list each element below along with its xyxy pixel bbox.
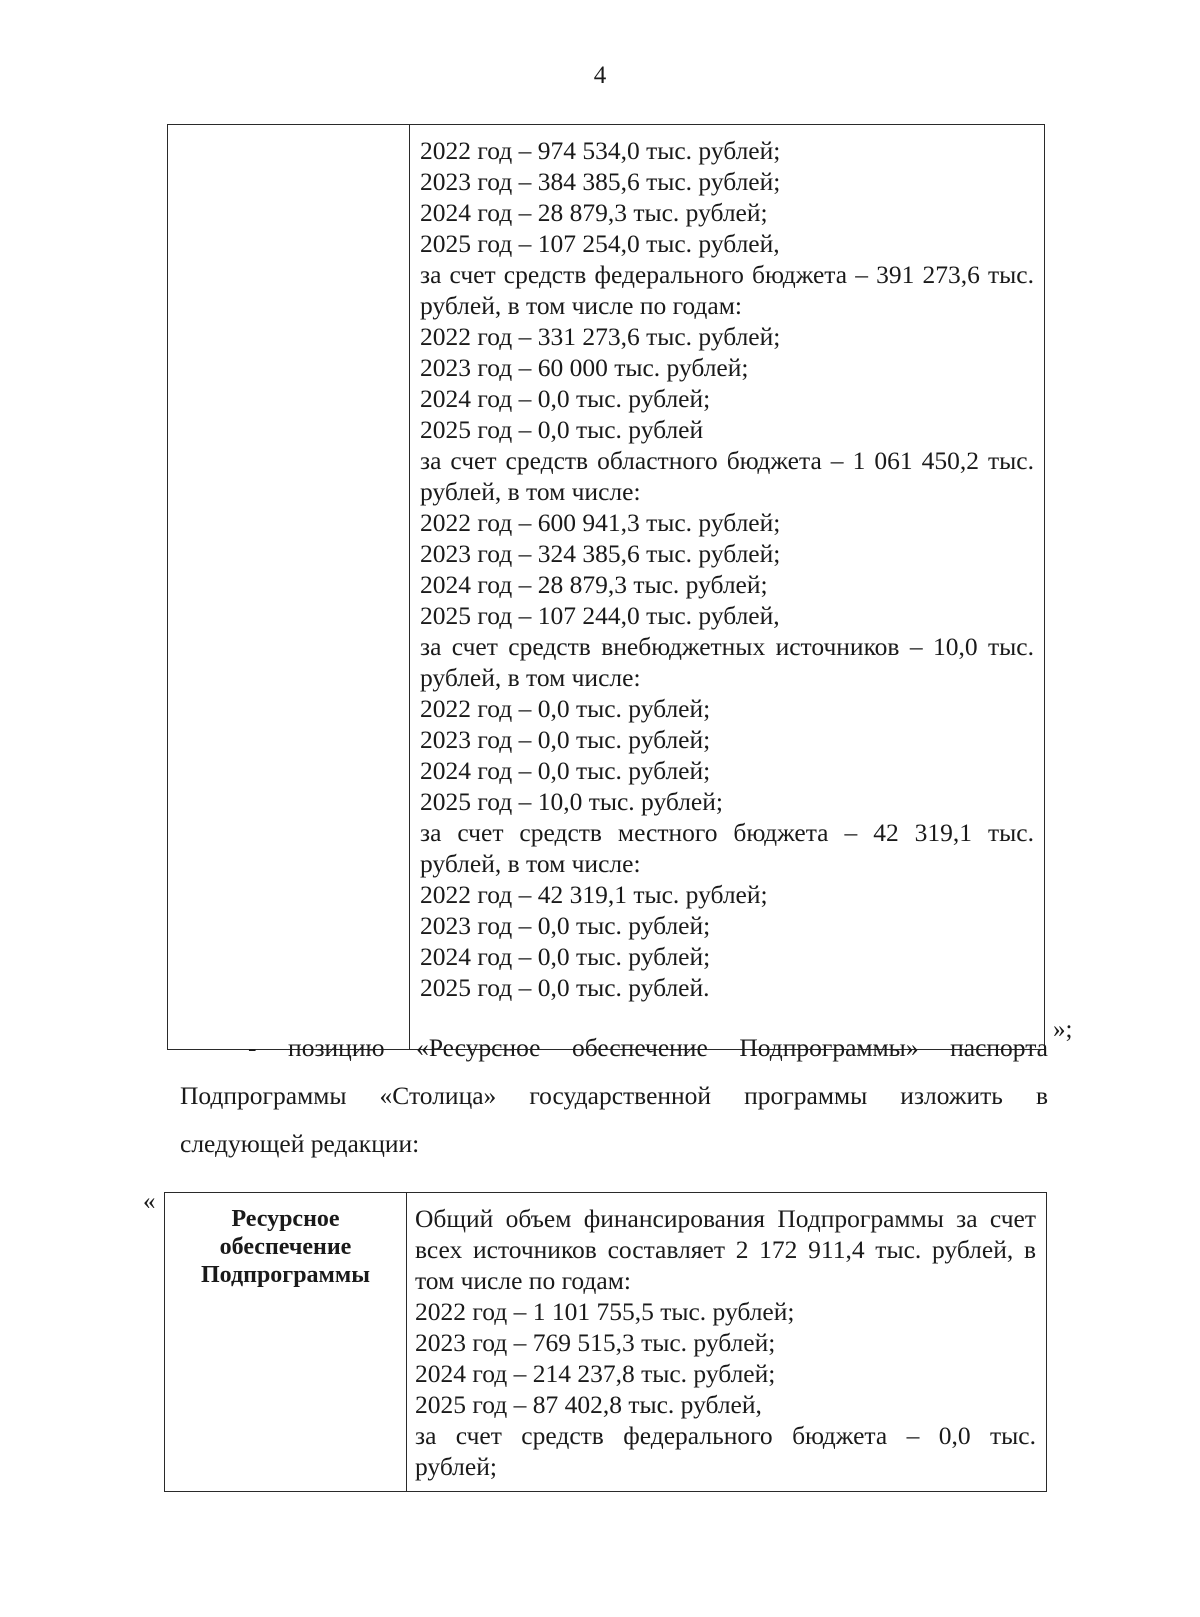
table-text-line: 2023 год – 769 515,3 тыс. рублей; xyxy=(415,1328,776,1357)
table-text-line: 2023 год – 0,0 тыс. рублей; xyxy=(420,911,711,940)
paragraph-line: - позицию «Ресурсное обеспечение Подпрограммы» паспорта xyxy=(248,1033,1048,1062)
table-text-line: 2025 год – 10,0 тыс. рублей; xyxy=(420,787,723,816)
table-text-line: рублей, в том числе по годам: xyxy=(420,291,742,320)
table-text-line: 2025 год – 0,0 тыс. рублей. xyxy=(420,973,710,1002)
funding-table-continued xyxy=(167,124,1045,1050)
opening-quote: « xyxy=(143,1188,156,1215)
paragraph-line: следующей редакции: xyxy=(180,1129,420,1158)
table-text-line: всех источников составляет 2 172 911,4 тыс. рублей, в xyxy=(415,1235,1036,1264)
funding-details-cell xyxy=(420,135,1034,1003)
table-text-line: 2025 год – 0,0 тыс. рублей xyxy=(420,415,704,444)
table-text-line: 2024 год – 0,0 тыс. рублей; xyxy=(420,756,711,785)
table-text-line: 2023 год – 324 385,6 тыс. рублей; xyxy=(420,539,781,568)
table-text-line: 2024 год – 0,0 тыс. рублей; xyxy=(420,942,711,971)
table-text-line: 2022 год – 1 101 755,5 тыс. рублей; xyxy=(415,1297,795,1326)
table-text-line: 2024 год – 0,0 тыс. рублей; xyxy=(420,384,711,413)
table-text-line: 2023 год – 0,0 тыс. рублей; xyxy=(420,725,711,754)
page-number: 4 xyxy=(593,62,607,89)
table-text-line: 2022 год – 600 941,3 тыс. рублей; xyxy=(420,508,781,537)
table-text-line: за счет средств федерального бюджета – 0,0 тыс. xyxy=(415,1421,1036,1450)
table-text-line: 2024 год – 28 879,3 тыс. рублей; xyxy=(420,570,768,599)
table-text-line: 2024 год – 214 237,8 тыс. рублей; xyxy=(415,1359,776,1388)
table-text-line: Общий объем финансирования Подпрограммы за счет xyxy=(415,1204,1036,1233)
table-text-line: 2022 год – 42 319,1 тыс. рублей; xyxy=(420,880,768,909)
column-divider xyxy=(409,125,410,1049)
table-text-line: рублей; xyxy=(415,1452,497,1481)
resource-provision-table xyxy=(164,1192,1047,1492)
table-text-line: 2023 год – 384 385,6 тыс. рублей; xyxy=(420,167,781,196)
funding-details-cell xyxy=(415,1203,1036,1482)
closing-quote: »; xyxy=(1053,1016,1073,1043)
table-text-line: 2022 год – 974 534,0 тыс. рублей; xyxy=(420,136,781,165)
table-text-line: 2023 год – 60 000 тыс. рублей; xyxy=(420,353,749,382)
row-header-cell xyxy=(165,1205,406,1289)
table-text-line: 2022 год – 0,0 тыс. рублей; xyxy=(420,694,711,723)
column-divider xyxy=(406,1193,407,1491)
table-text-line: за счет средств внебюджетных источников – 10,0 тыс. xyxy=(420,632,1034,661)
table-text-line: 2025 год – 87 402,8 тыс. рублей, xyxy=(415,1390,762,1419)
table-text-line: 2025 год – 107 254,0 тыс. рублей, xyxy=(420,229,780,258)
table-text-line: 2024 год – 28 879,3 тыс. рублей; xyxy=(420,198,768,227)
instruction-paragraph xyxy=(180,1024,1048,1168)
table-text-line: том числе по годам: xyxy=(415,1266,631,1295)
table-text-line: за счет средств местного бюджета – 42 319,1 тыс. xyxy=(420,818,1034,847)
table-text-line: 2025 год – 107 244,0 тыс. рублей, xyxy=(420,601,780,630)
row-header-line: Подпрограммы xyxy=(201,1262,370,1288)
table-text-line: 2022 год – 331 273,6 тыс. рублей; xyxy=(420,322,781,351)
table-text-line: за счет средств областного бюджета – 1 061 450,2 тыс. xyxy=(420,446,1034,475)
table-text-line: за счет средств федерального бюджета – 391 273,6 тыс. xyxy=(420,260,1034,289)
row-header-line: Ресурсное xyxy=(231,1206,340,1232)
row-header-line: обеспечение xyxy=(219,1234,352,1260)
paragraph-line: Подпрограммы «Столица» государственной программы изложить в xyxy=(180,1081,1048,1110)
table-text-line: рублей, в том числе: xyxy=(420,849,641,878)
table-text-line: рублей, в том числе: xyxy=(420,477,641,506)
table-text-line: рублей, в том числе: xyxy=(420,663,641,692)
